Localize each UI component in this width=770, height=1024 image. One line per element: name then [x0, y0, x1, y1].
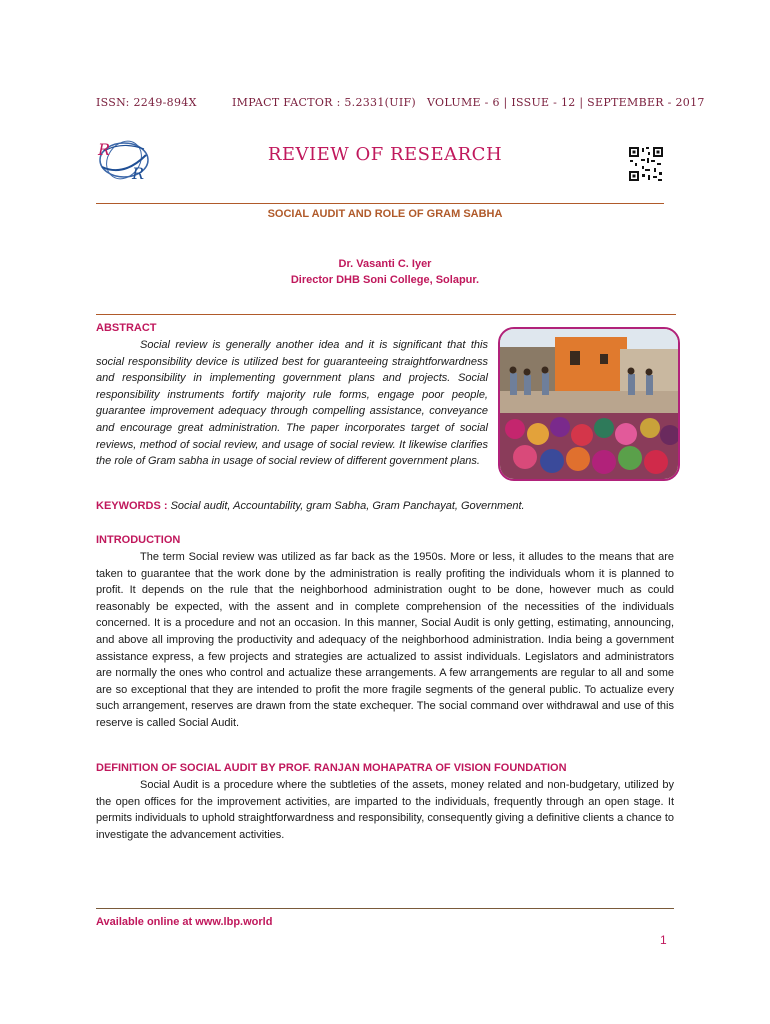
logo-letter-r1: R	[98, 140, 111, 159]
author-affiliation: Director DHB Soni College, Solapur.	[290, 274, 480, 286]
abstract-divider	[96, 314, 676, 315]
impact-factor-label: IMPACT FACTOR : 5.2331(UIF)	[232, 96, 416, 109]
definition-text: Social Audit is a procedure where the subtleties of the assets, money related and non-budgetary, utilized by the open offices for the improvement activities, are imparted to the individuals, frequently through an open stage. It permits individuals to uphold straightforwardness and responsibility, consequently giving a definitive clients a chance to investigate the advancement activities.	[96, 779, 674, 841]
article-title: SOCIAL AUDIT AND ROLE OF GRAM SABHA	[267, 208, 503, 220]
logo-letter-r2: R	[132, 164, 145, 183]
abstract-heading: ABSTRACT	[96, 322, 157, 334]
keywords-text: Social audit, Accountability, gram Sabha, Gram Panchayat, Government.	[170, 500, 525, 512]
footer-divider	[96, 908, 674, 909]
gram-sabha-photo	[498, 327, 680, 481]
qr-code-icon	[628, 146, 664, 182]
abstract-text: Social review is generally another idea and it is significant that this social responsibility device is utilized best for guaranteeing straightforwardness and responsibility in implementing government plans and projects. Social responsibility instruments fortify majority rule forms, engage poor people, guarantee improvement adequacy through compelling assistance, conveyance and encourage great administration. The paper incorporates target of social reviews, method of social review, and usage of social review. It likewise clarifies the role of Gram sabha in usage of social review of different government plans.	[96, 339, 488, 468]
introduction-heading: INTRODUCTION	[96, 534, 181, 546]
title-divider	[96, 203, 664, 204]
keywords-line	[96, 500, 525, 512]
issn-label: ISSN: 2249-894X	[96, 96, 197, 109]
page-number: 1	[660, 933, 667, 947]
volume-issue-label: VOLUME - 6 | ISSUE - 12 | SEPTEMBER - 2017	[427, 96, 705, 109]
introduction-text: The term Social review was utilized as far back as the 1950s. More or less, it alludes to the means that are taken to guarantee that the work done by the administration is really profiting the individuals whom it is planned to profit. It depends on the rule that the neighborhood administration ought to be done, however much as could reasonably be expected, with the assent and in complete comprehension of the necessities of the individuals concerned. It is a procedure and not an occasion. In this manner, Social Audit is only getting, estimating, announcing, and above all improving the productivity and adequacy of the neighborhood administration. India being a government assistance express, a few projects and strategies are actualized to assist individuals. Legislators and administrators are normally the ones who control and actualize these arrangements. A few arrangements are regular to all and some are so exceptional that they are intended to profit the more fragile segments of the general public. To actualize every such arrangement, reserves are drawn from the state exchequer. The social command over withdrawal and use of this reserve is called Social Audit.	[96, 551, 674, 729]
author-name: Dr. Vasanti C. Iyer	[338, 258, 432, 270]
keywords-label: KEYWORDS :	[96, 500, 168, 512]
definition-heading: DEFINITION OF SOCIAL AUDIT BY PROF. RANJAN MOHAPATRA OF VISION FOUNDATION	[96, 762, 567, 774]
footer-website-link[interactable]: Available online at www.lbp.world	[96, 916, 273, 928]
journal-title: REVIEW OF RESEARCH	[267, 144, 503, 165]
